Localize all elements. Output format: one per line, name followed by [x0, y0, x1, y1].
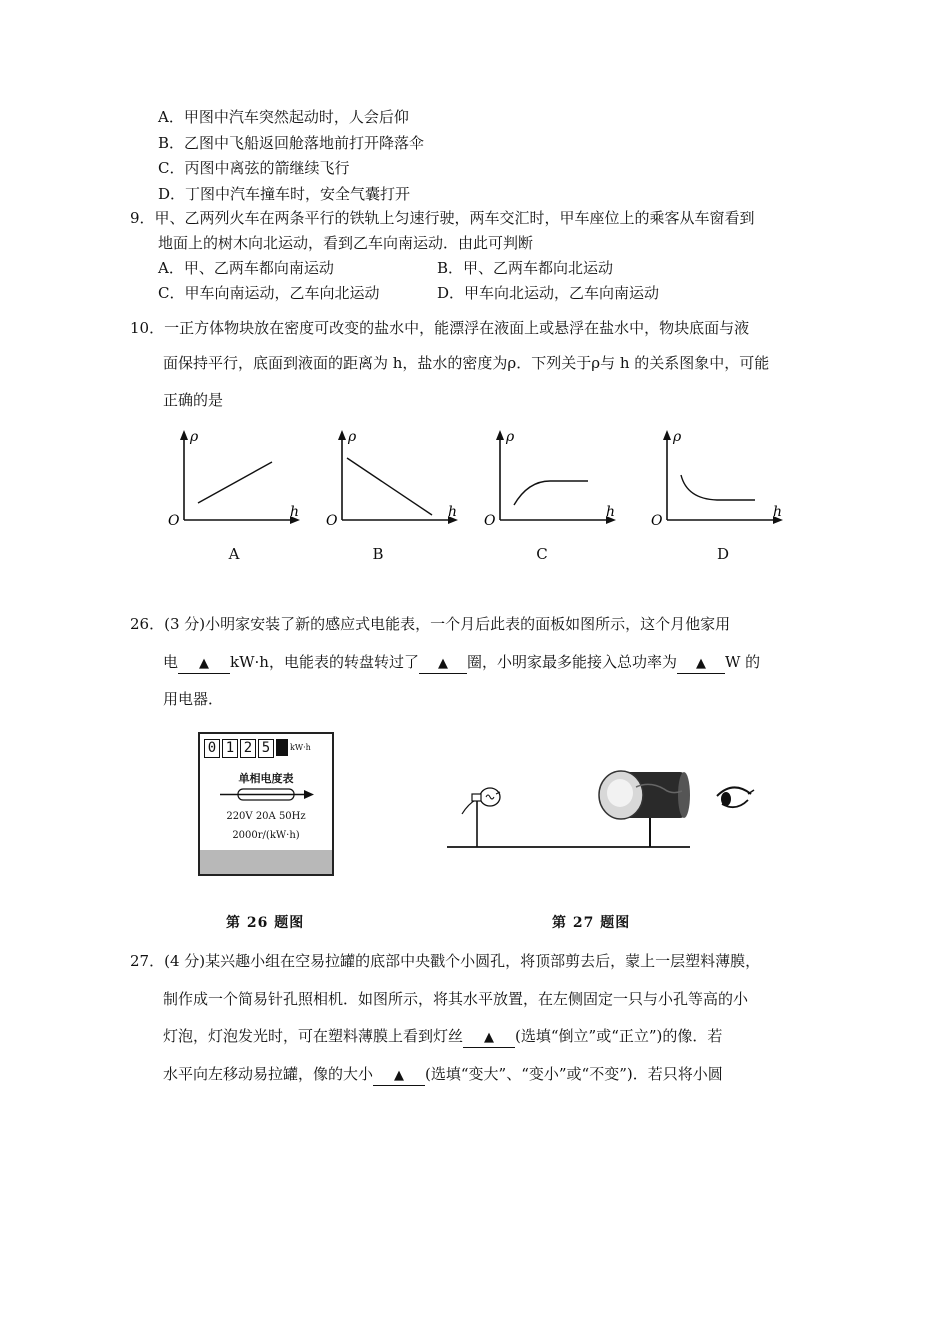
q26-text-d: W 的	[724, 653, 761, 671]
graph-c-curve	[514, 481, 588, 505]
graph-a-label: A	[228, 545, 240, 563]
q26-text-a: 电	[163, 653, 179, 671]
q27-blank-2[interactable]: ▲	[373, 1065, 425, 1086]
q9-option-b: B．甲、乙两车都向北运动	[437, 259, 614, 277]
q26-text-c: 圈，小明家最多能接入总功率为	[466, 653, 677, 671]
pinhole-camera-figure	[440, 752, 770, 852]
q26-stem-line3: 用电器．	[163, 690, 224, 708]
meter-unit: kW·h	[290, 743, 311, 752]
graph-c-y-label: ρ	[506, 429, 515, 445]
q26-blank-2[interactable]: ▲	[419, 653, 467, 674]
graph-d-curve	[681, 475, 755, 500]
q26-blank-3[interactable]: ▲	[677, 653, 725, 674]
meter-digit: 1	[222, 739, 238, 758]
graph-b-curve	[347, 458, 432, 515]
meter-disk-window	[216, 786, 316, 804]
q26-stem-line2	[163, 652, 760, 674]
graph-b	[320, 425, 470, 535]
q10-stem-line3: 正确的是	[163, 391, 224, 409]
graph-b-x-label: h	[448, 504, 458, 520]
q9-stem-line2: 地面上的树木向北运动，看到乙车向南运动．由此可判断	[158, 234, 534, 252]
q26-text-b: kW·h，电能表的转盘转过了	[230, 653, 419, 671]
q9-option-d: D．甲车向北运动，乙车向南运动	[437, 284, 660, 302]
q9-option-a: A．甲、乙两车都向南运动	[158, 259, 334, 277]
q8-option-c: C．丙图中离弦的箭继续飞行	[158, 159, 350, 177]
q27-text-b: (选填“倒立”或“正立”)的像．若	[515, 1027, 723, 1045]
meter-specs: 220V 20A 50Hz	[226, 811, 306, 822]
graph-c	[478, 425, 628, 535]
graph-a-curve	[198, 462, 272, 503]
q10-stem-line1: 10．一正方体物块放在密度可改变的盐水中，能漂浮在液面上或悬浮在盐水中，物块底面与液	[130, 319, 750, 337]
q27-figure-caption: 第 27 题图	[552, 915, 631, 931]
q9-stem-line1: 9．甲、乙两列火车在两条平行的铁轨上匀速行驶，两车交汇时，甲车座位上的乘客从车窗看到	[130, 209, 755, 227]
q8-option-b: B．乙图中飞船返回舱落地前打开降落伞	[158, 134, 425, 152]
graph-d-y-label: ρ	[673, 429, 682, 445]
q8-option-d: D．丁图中汽车撞车时，安全气囊打开	[158, 185, 411, 203]
q27-blank-1[interactable]: ▲	[463, 1027, 515, 1048]
graph-c-x-label: h	[606, 504, 616, 520]
q26-figure-caption: 第 26 题图	[226, 915, 305, 931]
q27-stem-line3	[163, 1026, 722, 1048]
q27-text-a: 灯泡，灯泡发光时，可在塑料薄膜上看到灯丝	[163, 1027, 464, 1045]
graph-d-x-label: h	[773, 504, 783, 520]
graph-c-origin: O	[484, 513, 496, 529]
meter-digit: 0	[204, 739, 220, 758]
q9-option-c: C．甲车向南运动，乙车向北运动	[158, 284, 380, 302]
graph-c-label: C	[536, 545, 548, 563]
pinhole-can	[599, 771, 690, 819]
meter-name: 单相电度表	[238, 772, 294, 785]
graph-a-origin: O	[168, 513, 180, 529]
meter-base	[200, 850, 332, 874]
q8-option-a: A．甲图中汽车突然起动时，人会后仰	[158, 108, 409, 126]
q27-stem-line1: 27．(4 分)某兴趣小组在空易拉罐的底部中央戳个小圆孔，将顶部剪去后，蒙上一层塑料薄膜，	[130, 952, 761, 970]
meter-rate: 2000r/(kW·h)	[232, 830, 300, 841]
eye-icon	[717, 787, 754, 807]
q26-stem-line1: 26．(3 分)小明家安装了新的感应式电能表，一个月后此表的面板如图所示，这个月他家用	[130, 615, 731, 633]
graph-a-x-label: h	[290, 504, 300, 520]
meter-digit: 5	[258, 739, 274, 758]
meter-digit-dark	[276, 739, 288, 756]
q10-stem-line2: 面保持平行，底面到液面的距离为 h，盐水的密度为ρ．下列关于ρ与 h 的关系图象中，可能	[163, 354, 770, 372]
graph-b-y-label: ρ	[348, 429, 357, 445]
meter-digit: 2	[240, 739, 256, 758]
q27-stem-line2: 制作成一个简易针孔照相机．如图所示，将其水平放置，在左侧固定一只与小孔等高的小	[163, 990, 749, 1008]
electric-meter	[198, 732, 334, 876]
graph-a-y-label: ρ	[190, 429, 199, 445]
graph-d	[645, 425, 795, 535]
graph-d-label: D	[716, 545, 730, 563]
graph-b-origin: O	[326, 513, 338, 529]
q26-blank-1[interactable]: ▲	[178, 653, 230, 674]
meter-digits	[204, 739, 311, 758]
graph-a	[162, 425, 312, 535]
graph-d-origin: O	[651, 513, 663, 529]
q27-stem-line4	[163, 1064, 723, 1086]
graph-b-label: B	[372, 545, 384, 563]
q27-text-d: (选填“变大”、“变小”或“不变”)．若只将小圆	[425, 1065, 723, 1083]
q27-text-c: 水平向左移动易拉罐，像的大小	[163, 1065, 374, 1083]
